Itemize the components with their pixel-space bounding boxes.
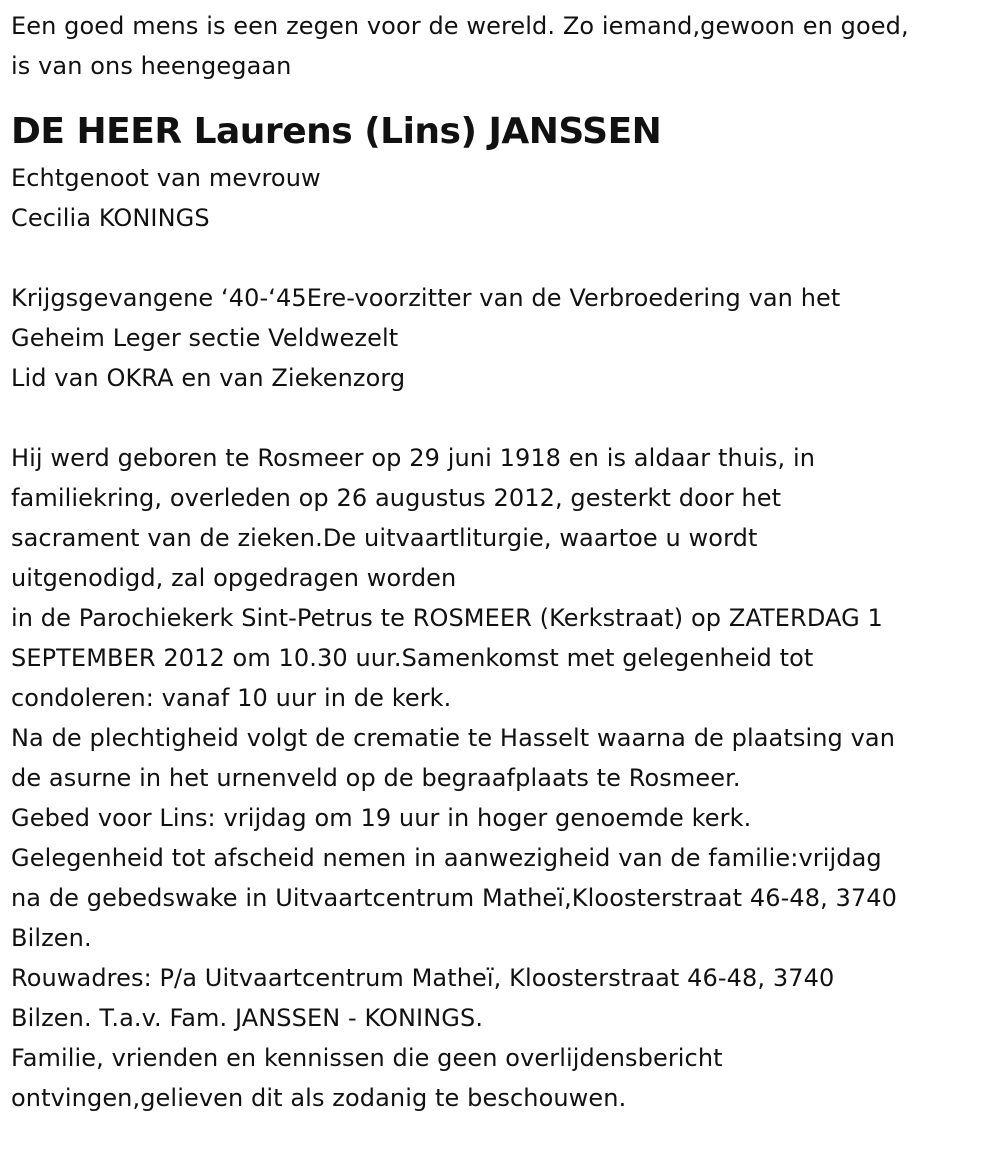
body-line: Bilzen. <box>11 924 92 952</box>
body-line: in de Parochiekerk Sint-Petrus te ROSMEER (Kerkstraat) op ZATERDAG 1 <box>11 604 883 632</box>
body-line: Familie, vrienden en kennissen die geen overlijdensbericht <box>11 1044 723 1072</box>
deceased-name-heading: DE HEER Laurens (Lins) JANSSEN <box>11 111 662 152</box>
role-line: Geheim Leger sectie Veldwezelt <box>11 324 399 352</box>
role-line: Lid van OKRA en van Ziekenzorg <box>11 364 406 392</box>
body-line: Hij werd geboren te Rosmeer op 29 juni 1918 en is aldaar thuis, in <box>11 444 816 472</box>
body-line: sacrament van de zieken.De uitvaartliturgie, waartoe u wordt <box>11 524 758 552</box>
body-line: condoleren: vanaf 10 uur in de kerk. <box>11 684 452 712</box>
body-line: de asurne in het urnenveld op de begraafplaats te Rosmeer. <box>11 764 741 792</box>
spouse-block <box>11 158 996 238</box>
body-line: uitgenodigd, zal opgedragen worden <box>11 564 457 592</box>
body-line: Rouwadres: P/a Uitvaartcentrum Matheï, Kloosterstraat 46-48, 3740 <box>11 964 835 992</box>
body-line: na de gebedswake in Uitvaartcentrum Matheï,Kloosterstraat 46-48, 3740 <box>11 884 898 912</box>
role-line: Krijgsgevangene ‘40-‘45Ere-voorzitter van de Verbroedering van het <box>11 284 841 312</box>
spouse-line: Echtgenoot van mevrouw <box>11 164 321 192</box>
obituary-document <box>11 0 996 1118</box>
intro-quote <box>11 6 996 86</box>
roles-block <box>11 278 996 398</box>
body-line: ontvingen,gelieven dit als zodanig te beschouwen. <box>11 1084 627 1112</box>
body-line: familiekring, overleden op 26 augustus 2012, gesterkt door het <box>11 484 782 512</box>
spouse-line: Cecilia KONINGS <box>11 204 210 232</box>
body-line: Na de plechtigheid volgt de crematie te Hasselt waarna de plaatsing van <box>11 724 896 752</box>
funeral-details-block <box>11 438 996 1118</box>
body-line: Gebed voor Lins: vrijdag om 19 uur in hoger genoemde kerk. <box>11 804 752 832</box>
body-line: SEPTEMBER 2012 om 10.30 uur.Samenkomst met gelegenheid tot <box>11 644 814 672</box>
intro-line: is van ons heengegaan <box>11 52 292 80</box>
body-line: Bilzen. T.a.v. Fam. JANSSEN - KONINGS. <box>11 1004 484 1032</box>
intro-line: Een goed mens is een zegen voor de wereld. Zo iemand,gewoon en goed, <box>11 12 909 40</box>
body-line: Gelegenheid tot afscheid nemen in aanwezigheid van de familie:vrijdag <box>11 844 882 872</box>
